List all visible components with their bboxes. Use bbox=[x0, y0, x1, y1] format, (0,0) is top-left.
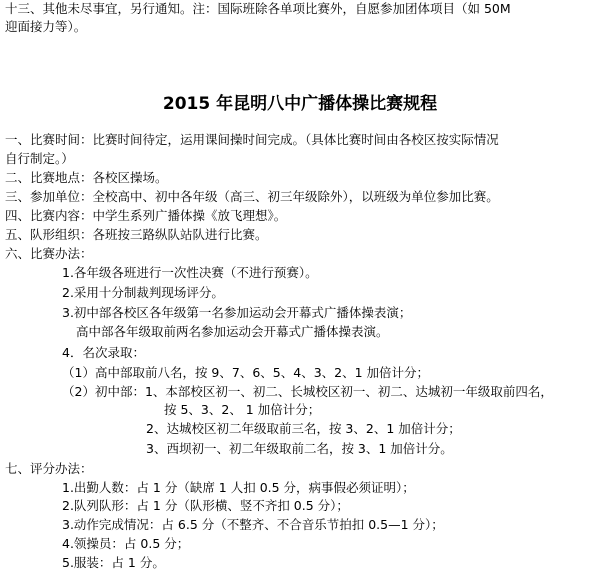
section-6-item-3a: 3.初中部各校区各年级第一名参加运动会开幕式广播体操表演； bbox=[62, 305, 412, 320]
section-4: 四、比赛内容：中学生系列广播体操《放飞理想》。 bbox=[5, 208, 287, 223]
section-6-item-4-2d: 3、西坝初一、初二年级取前二名，按 3、1 加倍计分。 bbox=[146, 441, 453, 456]
note-line-2: 迎面接力等）。 bbox=[5, 19, 87, 34]
section-6-item-4: 4．名次录取： bbox=[62, 345, 145, 360]
section-6-item-3b: 高中部各年级取前两名参加运动会开幕式广播体操表演。 bbox=[76, 324, 389, 339]
section-7-item-5: 5.服装：占 1 分。 bbox=[62, 555, 165, 570]
section-6-item-4-2a: （2）初中部：1、本部校区初一、初二、长城校区初一、初二、达城初一年级取前四名， bbox=[62, 384, 553, 399]
section-5: 五、队形组织：各班按三路纵队站队进行比赛。 bbox=[5, 227, 268, 242]
section-7: 七、评分办法： bbox=[5, 461, 93, 476]
section-7-item-4: 4.领操员：占 0.5 分； bbox=[62, 536, 190, 551]
page-title: 2015 年昆明八中广播体操比赛规程 bbox=[162, 94, 438, 114]
section-1-line-2: 自行制定。） bbox=[5, 151, 74, 166]
section-6-item-2: 2.采用十分制裁判现场评分。 bbox=[62, 285, 224, 300]
section-6-item-4-1: （1）高中部取前八名，按 9、7、6、5、4、3、2、1 加倍计分； bbox=[62, 365, 430, 380]
section-7-item-1: 1.出勤人数：占 1 分（缺席 1 人扣 0.5 分，病事假必须证明）； bbox=[62, 480, 415, 495]
section-6-item-4-2b: 按 5、3、2、 1 加倍计分； bbox=[164, 402, 321, 417]
section-6: 六、比赛办法： bbox=[5, 246, 93, 261]
section-7-item-3: 3.动作完成情况：占 6.5 分（不整齐、不合音乐节拍扣 0.5—1 分）； bbox=[62, 517, 444, 532]
section-1-line-1: 一、比赛时间：比赛时间待定，运用课间操时间完成。（具体比赛时间由各校区按实际情况 bbox=[5, 132, 499, 147]
section-2: 二、比赛地点：各校区操场。 bbox=[5, 170, 168, 185]
section-3: 三、参加单位：全校高中、初中各年级（高三、初三年级除外），以班级为单位参加比赛。 bbox=[5, 189, 499, 204]
section-6-item-4-2c: 2、达城校区初二年级取前三名，按 3、2、1 加倍计分； bbox=[146, 421, 461, 436]
section-6-item-1: 1.各年级各班进行一次性决赛（不进行预赛）。 bbox=[62, 265, 318, 280]
section-7-item-2: 2.队列队形：占 1 分（队形横、竖不齐扣 0.5 分）； bbox=[62, 498, 349, 513]
note-line-1: 十三、其他未尽事宜，另行通知。注：国际班除各单项比赛外，自愿参加团体项目（如 50M bbox=[5, 1, 511, 16]
